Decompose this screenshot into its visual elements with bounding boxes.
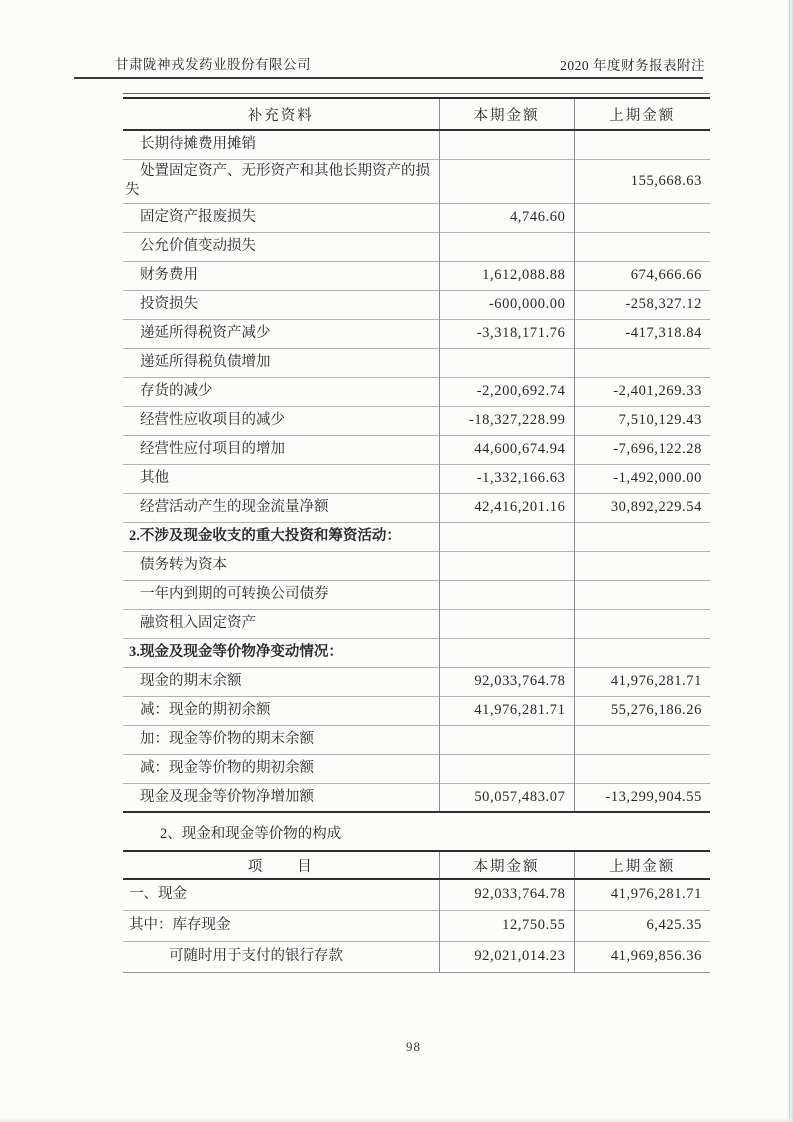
amount-current: 41,976,281.71: [439, 696, 574, 725]
row-label: 长期待摊费用摊销: [140, 136, 256, 153]
amount-prior: [574, 348, 710, 377]
row-label: 一年内到期的可转换公司债券: [140, 586, 329, 602]
table-row: [123, 638, 710, 667]
amount-prior: [574, 609, 710, 638]
amount-prior: -13,299,904.55: [574, 783, 710, 812]
table-row: [123, 464, 710, 493]
amount-current: -18,327,228.99: [439, 406, 574, 435]
row-label: 固定资产报废损失: [140, 209, 256, 225]
table-row: [123, 493, 710, 522]
row-label: 现金及现金等价物净增加额: [140, 788, 314, 805]
table-row: [123, 667, 710, 696]
amount-current: 12,750.55: [439, 910, 574, 941]
amount-prior: [574, 754, 710, 783]
amount-prior: 41,976,281.71: [574, 667, 710, 696]
table-row: [123, 377, 710, 406]
table-row: [123, 879, 710, 910]
row-label: 经营活动产生的现金流量净额: [140, 499, 329, 515]
row-label: 递延所得税资产减少: [140, 325, 271, 341]
row-label: 经营性应收项目的减少: [140, 412, 285, 428]
amount-current: 92,021,014.23: [439, 941, 574, 972]
page-number: 98: [406, 1039, 421, 1054]
amount-current: [439, 522, 574, 551]
amount-current: -2,200,692.74: [439, 377, 574, 406]
table-row: [123, 319, 710, 348]
table-row: [123, 910, 710, 941]
row-label: 一、现金: [129, 886, 187, 903]
amount-prior: -7,696,122.28: [574, 435, 710, 464]
table-row: [123, 261, 710, 290]
amount-prior: -1,492,000.00: [574, 464, 710, 493]
table-row: [123, 941, 710, 972]
amount-prior: [574, 638, 710, 667]
page-content: [123, 93, 710, 973]
row-label: 现金的期末余额: [140, 673, 242, 689]
row-label: 其中：库存现金: [129, 917, 231, 933]
row-label: 其他: [140, 470, 169, 486]
row-label: 递延所得税负债增加: [140, 354, 271, 370]
table-row: [123, 783, 710, 812]
column-header-prior: 上期金额: [574, 99, 710, 130]
amount-prior: 41,969,856.36: [574, 941, 710, 972]
amount-prior: [574, 725, 710, 754]
table-header-row: [123, 99, 710, 130]
row-label: 公允价值变动损失: [140, 238, 256, 254]
table-row: [123, 203, 710, 232]
column-header-prior: 上期金额: [574, 852, 710, 879]
amount-prior: -417,318.84: [574, 319, 710, 348]
amount-current: [439, 551, 574, 580]
table-row: [123, 580, 710, 609]
table-row: [123, 725, 710, 754]
table-row: [123, 130, 710, 159]
amount-current: 50,057,483.07: [439, 783, 574, 812]
amount-current: [439, 609, 574, 638]
row-label: 经营性应付项目的增加: [140, 441, 285, 457]
row-label: 减：现金的期初余额: [140, 702, 271, 718]
row-label: 加：现金等价物的期末余额: [140, 731, 314, 747]
cash-composition-table: [123, 852, 710, 973]
row-label: 投资损失: [140, 296, 198, 312]
amount-prior: 30,892,229.54: [574, 493, 710, 522]
amount-current: [439, 159, 574, 203]
header-rule: [74, 77, 703, 79]
amount-prior: [574, 203, 710, 232]
table-row: [123, 754, 710, 783]
row-label: 处置固定资产、无形资产和其他长期资产的损失: [125, 163, 430, 198]
report-title: 2020 年度财务报表附注: [560, 58, 705, 73]
amount-current: -1,332,166.63: [439, 464, 574, 493]
amount-current: 42,416,201.16: [439, 493, 574, 522]
amount-current: [439, 348, 574, 377]
row-label: 融资租入固定资产: [140, 615, 256, 631]
amount-prior: [574, 580, 710, 609]
amount-prior: -2,401,269.33: [574, 377, 710, 406]
table-row: [123, 159, 710, 203]
amount-current: 44,600,674.94: [439, 435, 574, 464]
amount-current: 4,746.60: [439, 203, 574, 232]
table-row: [123, 522, 710, 551]
amount-current: -600,000.00: [439, 290, 574, 319]
amount-prior: 7,510,129.43: [574, 406, 710, 435]
amount-prior: 155,668.63: [574, 159, 710, 203]
row-label: 可随时用于支付的银行存款: [169, 948, 343, 964]
column-header-item: 项 目: [247, 858, 314, 875]
amount-current: [439, 725, 574, 754]
table-header-row: [123, 852, 710, 879]
amount-prior: [574, 232, 710, 261]
table-row: [123, 406, 710, 435]
amount-current: [439, 232, 574, 261]
table-row: [123, 232, 710, 261]
amount-prior: 55,276,186.26: [574, 696, 710, 725]
amount-current: [439, 580, 574, 609]
amount-prior: [574, 522, 710, 551]
row-label: 减：现金等价物的期初余额: [140, 760, 314, 776]
row-label: 债务转为资本: [140, 557, 227, 573]
amount-current: [439, 638, 574, 667]
amount-current: [439, 754, 574, 783]
scan-edge-right: [786, 0, 793, 1122]
row-label: 3.现金及现金等价物净变动情况：: [129, 644, 343, 660]
supplementary-data-table: [123, 99, 710, 813]
row-label: 财务费用: [140, 267, 198, 283]
amount-current: 1,612,088.88: [439, 261, 574, 290]
amount-prior: 41,976,281.71: [574, 879, 710, 910]
amount-current: 92,033,764.78: [439, 667, 574, 696]
column-header-current: 本期金额: [439, 852, 574, 879]
table-row: [123, 609, 710, 638]
table-row: [123, 696, 710, 725]
row-label: 2.不涉及现金收支的重大投资和筹资活动：: [129, 528, 401, 544]
scan-edge-bottom: [0, 1118, 793, 1122]
table-row: [123, 290, 710, 319]
column-header-item: 补充资料: [247, 107, 314, 124]
table-row: [123, 348, 710, 377]
column-header-current: 本期金额: [439, 99, 574, 130]
amount-prior: 674,666.66: [574, 261, 710, 290]
amount-current: [439, 130, 574, 159]
amount-prior: -258,327.12: [574, 290, 710, 319]
row-label: 存货的减少: [140, 383, 213, 399]
table-row: [123, 551, 710, 580]
table-row: [123, 435, 710, 464]
amount-prior: [574, 130, 710, 159]
amount-current: -3,318,171.76: [439, 319, 574, 348]
company-name: 甘肃陇神戎发药业股份有限公司: [115, 57, 311, 72]
amount-prior: 6,425.35: [574, 910, 710, 941]
section-note: 2、现金和现金等价物的构成: [160, 826, 342, 842]
amount-prior: [574, 551, 710, 580]
amount-current: 92,033,764.78: [439, 879, 574, 910]
